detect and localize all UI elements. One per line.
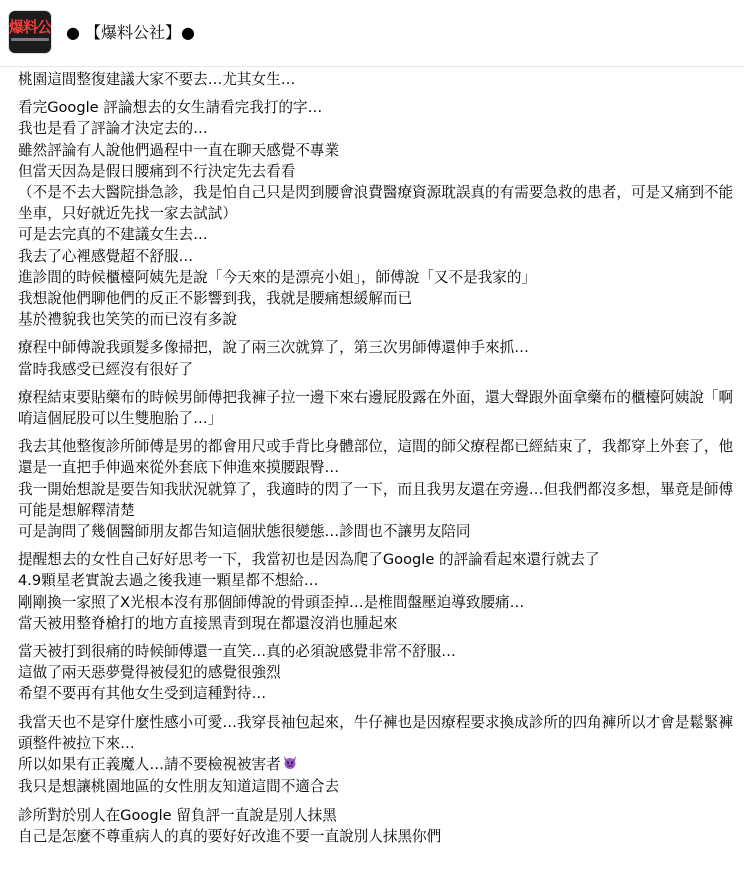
page-avatar[interactable] bbox=[8, 10, 52, 54]
post-line: 療程中師傅說我頭髮多像掃把，說了兩三次就算了，第三次男師傅還伸手來抓… bbox=[18, 339, 529, 357]
post-line: 我去了心裡感覺超不舒服… bbox=[18, 247, 194, 265]
post-line: 進診間的時候櫃檯阿姨先是說「今天來的是漂亮小姐」，師傅說「又不是我家的」 bbox=[18, 268, 537, 286]
post-line: 雖然評論有人說他們過程中一直在聊天感覺不專業 bbox=[18, 141, 340, 159]
post-line: 提醒想去的女性自己好好思考一下，我當初也是因為爬了Google 的評論看起來還行就去了 bbox=[18, 551, 600, 569]
post-header bbox=[0, 0, 744, 66]
paragraph-8 bbox=[18, 712, 734, 798]
post-line: 我當天也不是穿什麼性感小可愛…我穿長袖包起來，牛仔褲也是因療程要求換成診所的四角褲所以才會是鬆緊褲頭整件被拉下來… bbox=[18, 713, 734, 752]
post-line: 我也是看了評論才決定去的… bbox=[18, 120, 208, 138]
paragraph-6 bbox=[18, 549, 734, 634]
post-line: 這做了兩天惡夢覺得被侵犯的感覺很強烈 bbox=[18, 664, 281, 682]
post-line: 可是去完真的不建議女生去… bbox=[18, 226, 208, 244]
post-line-text: 所以如果有正義魔人…請不要檢視被害者 bbox=[18, 756, 281, 774]
post-line: 看完Google 評論想去的女生請看完我打的字… bbox=[18, 99, 323, 117]
post-line: 我去其他整復診所師傅是男的都會用尺或手背比身體部位，這間的師父療程都已經結束了，我都穿上外套了，他還是一直把手伸過來從外套底下伸進來摸腰跟臀… bbox=[18, 438, 734, 477]
post-line: 我一開始想說是要告知我狀況就算了，我適時的閃了一下，而且我男友還在旁邊…但我們都沒多想，畢竟是師傅可能是想解釋清楚 bbox=[18, 480, 734, 519]
post-line bbox=[18, 754, 734, 776]
post-line: 可是詢問了幾個醫師朋友都告知這個狀態很變態…診間也不讓男友陪同 bbox=[18, 523, 471, 541]
paragraph-7 bbox=[18, 641, 734, 705]
paragraph-2 bbox=[18, 97, 734, 330]
post-line: 自己是怎麼不尊重病人的真的要好好改進不要一直說別人抹黑你們 bbox=[18, 827, 442, 845]
avatar-logo-subline bbox=[11, 38, 49, 41]
post-line: 我想說他們聊他們的反正不影響到我，我就是腰痛想緩解而已 bbox=[18, 290, 413, 308]
page-name-link[interactable]: ● 【爆料公社】● bbox=[66, 23, 196, 42]
post-line: 桃園這間整復建議大家不要去…尤其女生… bbox=[18, 71, 296, 88]
post-body bbox=[18, 69, 734, 854]
post-line: （不是不去大醫院掛急診，我是怕自己只是閃到腰會浪費醫療資源耽誤真的有需要急救的患者，可是又痛到不能坐車，只好就近先找一家去試試） bbox=[18, 184, 734, 223]
post-line: 4.9顆星老實說去過之後我連一顆星都不想給… bbox=[18, 572, 319, 590]
paragraph-9 bbox=[18, 805, 734, 847]
post-line: 當天被用整脊槍打的地方直接黑青到現在都還沒消也腫起來 bbox=[18, 614, 398, 632]
post-line: 診所對於別人在Google 留負評一直說是別人抹黑 bbox=[18, 806, 337, 824]
paragraph-1 bbox=[18, 69, 734, 90]
avatar-logo-text: 爆料公 bbox=[9, 18, 52, 36]
post-line: 剛剛換一家照了X光根本沒有那個師傅說的骨頭歪掉…是椎間盤壓迫導致腰痛… bbox=[18, 593, 525, 611]
paragraph-4 bbox=[18, 387, 734, 429]
post-line: 當時我感受已經沒有很好了 bbox=[18, 360, 194, 378]
post-line: 希望不要再有其他女生受到這種對待… bbox=[18, 685, 267, 703]
post-line: 但當天因為是假日腰痛到不行決定先去看看 bbox=[18, 162, 296, 180]
post-line: 當天被打到很痛的時候師傅還一直笑…真的必須說感覺非常不舒服… bbox=[18, 643, 456, 661]
post-line: 基於禮貌我也笑笑的而已沒有多說 bbox=[18, 311, 237, 329]
paragraph-5 bbox=[18, 436, 734, 542]
angry-face-with-horns-icon bbox=[282, 754, 298, 776]
post-line: 療程結束要貼藥布的時候男師傅把我褲子拉一邊下來右邊屁股露在外面，還大聲跟外面拿藥布的櫃檯阿姨說「啊唷這個屁股可以生雙胞胎了…」 bbox=[18, 388, 734, 428]
header-divider bbox=[0, 66, 744, 67]
post-line: 我只是想讓桃園地區的女性朋友知道這間不適合去 bbox=[18, 778, 340, 796]
paragraph-3 bbox=[18, 337, 734, 379]
